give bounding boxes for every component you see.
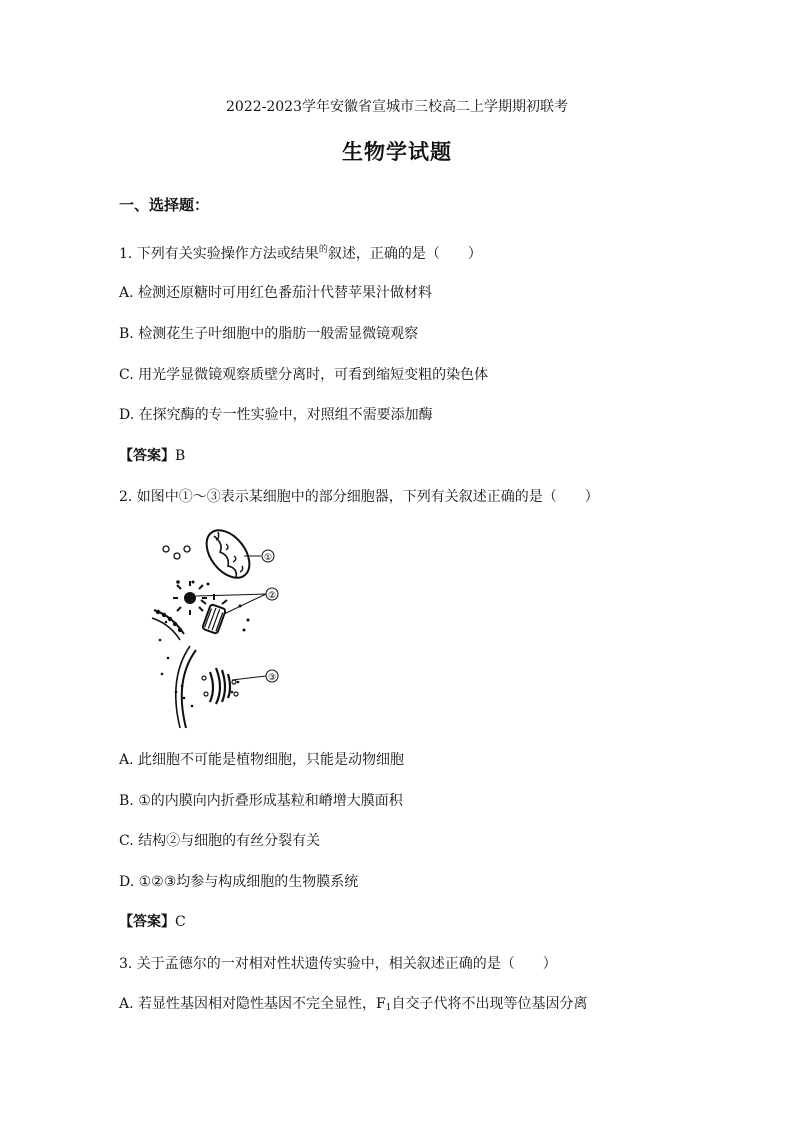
question-2-option-d: D. ①②③均参与构成细胞的生物膜系统 (119, 874, 359, 890)
centriole-shape (173, 581, 227, 634)
question-1-stem-part-b: 叙述，正确的是（ ） (327, 246, 482, 262)
question-1-option-c: C. 用光学显微镜观察质壁分离时，可看到缩短变粗的染色体 (119, 367, 489, 383)
question-2-option-b: B. ①的内膜向内折叠形成基粒和嵴增大膜面积 (119, 793, 403, 809)
question-1-answer (119, 445, 185, 465)
section-heading: 一、选择题： (119, 196, 210, 214)
answer-value: B (175, 448, 186, 464)
answer-value: C (175, 914, 186, 930)
question-3-option-a-part-a: A. 若显性基因相对隐性基因不完全显性，F (119, 996, 386, 1012)
question-2-option-a: A. 此细胞不可能是植物细胞，只能是动物细胞 (119, 752, 405, 768)
question-1-stem-part-a: 1. 下列有关实验操作方法或结果 (119, 246, 319, 262)
golgi-shape (202, 668, 238, 704)
question-3-option-a-part-b: 自交子代将不出现等位基因分离 (391, 996, 588, 1012)
figure-label-2: ② (267, 591, 277, 601)
question-2-stem: 2. 如图中①～③表示某细胞中的部分细胞器，下列有关叙述正确的是（ ） (119, 489, 599, 505)
answer-tag: 【答案】 (119, 448, 175, 464)
question-2-answer (119, 911, 186, 931)
exam-header: 2022-2023学年安徽省宣城市三校高二上学期期初联考 (226, 99, 568, 115)
figure-label-1: ① (263, 553, 273, 563)
question-1-option-a: A. 检测还原糖时可用红色番茄汁代替苹果汁做材料 (119, 285, 433, 301)
nuclear-envelope-shape (152, 610, 196, 728)
question-1-stem-superscript: 的 (318, 245, 328, 255)
question-1-option-b: B. 检测花生子叶细胞中的脂肪一般需显微镜观察 (119, 326, 419, 342)
question-3-option-a-subscript: 1 (385, 1003, 392, 1013)
figure-label-3: ③ (267, 673, 277, 683)
mitochondrion-shape (198, 522, 258, 585)
question-3-stem: 3. 关于孟德尔的一对相对性状遗传实验中，相关叙述正确的是（ ） (119, 956, 557, 972)
answer-tag: 【答案】 (119, 914, 175, 930)
organelle-diagram (148, 522, 283, 730)
question-1-option-d: D. 在探究酶的专一性实验中，对照组不需要添加酶 (119, 407, 433, 423)
question-3-option-a (119, 993, 587, 1013)
question-1-stem (119, 242, 482, 263)
question-2-option-c: C. 结构②与细胞的有丝分裂有关 (119, 833, 321, 849)
exam-title: 生物学试题 (342, 139, 452, 164)
